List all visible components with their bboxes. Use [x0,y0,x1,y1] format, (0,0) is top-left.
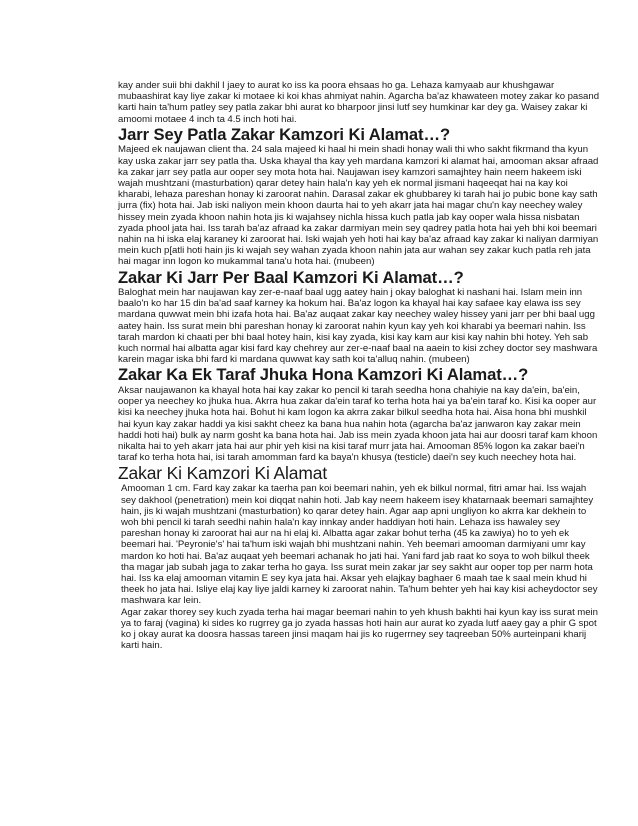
section-paragraph: Majeed ek naujawan client tha. 24 sala majeed ki haal hi mein shadi honay wali thi who sakht fikrmand tha kyun kay uska zakar jarr sey patla tha. Uska khayal tha kay yeh mardana kamzori ki alamat hai, amooman aksar afraad ka zakar jarr sey patla aur ooper sey mota hota hai. Naujawan isey kamzori samajhtey hain neem hakeem iski wajah mushtzani (masturbation) qarar detey hain hala'n kay yeh ek normal jismani haqeeqat hai na kay koi kharabi, lehaza pareshan honay ki zaroorat nahin. Darasal zakar ek ghubbarey ki tarah hai jo pubic bone kay sath jurra (fix) hota hai. Jab iski naliyon mein khoon daurta hai to yeh akarr jata hai magar chu'n kay neechey waley hissey mein zyada khoon nahin hota jis ki wajahsey nichla hissa kuch patla jab kay ooper wala hissa nisbatan zyada phool jata hai. Iss tarah ba'az afraad ka zakar darmiyan mein sey qadrey patla hota hai yeh bhi koi beemari nahin na hi iska elaj karaney ki zaroorat hai. Iski wajah yeh hoti hai kay ba'az afraad kay zakar ki naliyan darmiyan mein kuch p[atli hoti hain jis ki wajah sey wahan zyada khoon nahin jata aur wahan sey zakar kuch patla reh jata hai magar inn logon ko mukammal tana'u hota hai. (mubeen) [118,144,599,268]
section-heading-ek-taraf-jhuka: Zakar Ka Ek Taraf Jhuka Hona Kamzori Ki Alamat…? [118,365,529,385]
section-paragraph: Agar zakar thorey sey kuch zyada terha hai magar beemari nahin to yeh khush bakhti hai kyun kay iss surat mein ya to faraj (vagina) ki sides ko rugrrey ga jo zyada hassas hoti hain aur aurat ko zyada lutf aaey gay a phir G spot ko j okay aurat ka doosra hassas tareen jinsi maqam hai jis ko rugerrney sey taqreeban 50% aurteinpani kharij karti hain. [121,606,599,652]
section-paragraph: Baloghat mein har naujawan kay zer-e-naaf baal ugg aatey hain j okay baloghat ki nashani hai. Islam mein inn baalo'n ko har 15 din ba'ad saaf karney ka hokum hai. Ba'az logon ka khayal hai kay safaee kay elawa iss sey mardana quwwat mein bhi izafa hota hai. Ba'az auqaat zakar kay neechey waley hissey yani jarr per bhi baal ugg aatey hain. Iss surat mein bhi pareshan honay ki zaroorat nahin kyun kay yeh koi kharabi ya beemari nahin. Iss tarah mardon ki chaati per bhi baal hotey hain, kisi kay zyada, kisi kay kam aur kisi kay nahin bhi hotey. Yeh sab kuch normal hai albatta agar kisi fard kay chehrey aur zer-e-naaf baal na aaein to kisi zchey doctor sey mashwara karein magar iska bhi fard ki mardana quwwat kay sath koi ta'alluq nahin. (mubeen) [118,287,598,366]
document-page [118,80,600,651]
section-heading-jarr-baal: Zakar Ki Jarr Per Baal Kamzori Ki Alamat…? [118,267,464,287]
section-heading-kamzori-alamat: Zakar Ki Kamzori Ki Alamat [118,463,328,484]
section-paragraph: Aksar naujawanon ka khayal hota hai kay zakar ko pencil ki tarah seedha hona chahiyie na kay da'ein, ba'ein, ooper ya neechey ko jhuka hua. Akrra hua zakar da'ein taraf ko terha hota hai ya ba'ein taraf ko. Kisi ka ooper aur kisi ka neechey jhuka hota hai. Bohut hi kam logon ka akrra zakar bilkul seedha hota hai. Aisa hona bhi mushkil hai kyun kay zakar haddi ya kisi sakht cheez ka bana hua nahin hota (agarcha ba'az janwaron kay zakar mein haddi hoti hai) bulk ay narm gosht ka bana hota hai. Jab iss mein zyada khoon jata hai aur doosri taraf kam khoon nikalta hai to yeh akarr jata hai aur phir yeh kisi na kisi taraf murr jata hai. Amooman 85% logon ka zakar baei'n taraf ko terha hota hai, isi tarah amomman fard ka baya'n khusya (testicle) daei'n sey kuch neechey hota hai. [118,384,598,464]
intro-paragraph: kay ander suii bhi dakhil I jaey to aurat ko iss ka poora ehsaas ho ga. Lehaza kamyaab aur khushgawar mubaashirat kay liye zakar ki motaee ki koi khas ahmiyat nahin. Agarcha ba'az khawateen motey zakar ko pasand karti hain ta'hum patley sey patla zakar bhi aurat ko bharpoor jinsi lutf sey humkinar kar dey ga. Waisey zakar ki amoomi motaee 4 inch ta 4.5 inch hoti hai. [118,80,600,125]
section-heading-jarr-patla: Jarr Sey Patla Zakar Kamzori Ki Alamat…? [118,124,451,144]
section-body [118,483,600,651]
section-paragraph: Amooman 1 cm. Fard kay zakar ka taerha pan koi beemari nahin, yeh ek bilkul normal, fitri amar hai. Iss wajah sey dakhool (penetration) mein koi diqqat nahin hoti. Jab kay neem hakeem isey khatarnaak beemari samajhtey hain, jis ki wajah mushtzani (masturbation) ko qarar detey hain. Agar aap apni ungliyon ko akrra kar dekhein to woh bhi pencil ki tarah seedhi nahin hala'n kay innkay ander haddiyan hoti hain. Lehaza iss hawaley sey pareshan honay ki zaroorat hai aur na hi elaj ki. Albatta agar zakar bohut terha (45 ka zawiya) ho to yeh ek beemari hai. 'Peyronie's' hai ta'hum iski wajah bhi mushtzani nahin. Yeh beemari amooman darmiyani umr kay mardon ko hoti hai. Ba'az auqaat yeh beemari achanak ho jati hai. Yani fard jab raat ko soya to woh bilkul theek tha magar jab subah jaga to zakar terha ho gaya. Iss surat mein zakar jar sey sakht aur ooper top per narm hota hai. Iss ka elaj amooman vitamin E sey kya jata hai. Aksar yeh elajkay baghaer 6 maah tae k saal mein khud hi theek ho jata hai. Isliye elaj kay liye jaldi karney ki zaroorat nahin. Ta'hum behter yeh hai kay kisi acheydoctor sey mashwara kar lein. [121,483,598,607]
